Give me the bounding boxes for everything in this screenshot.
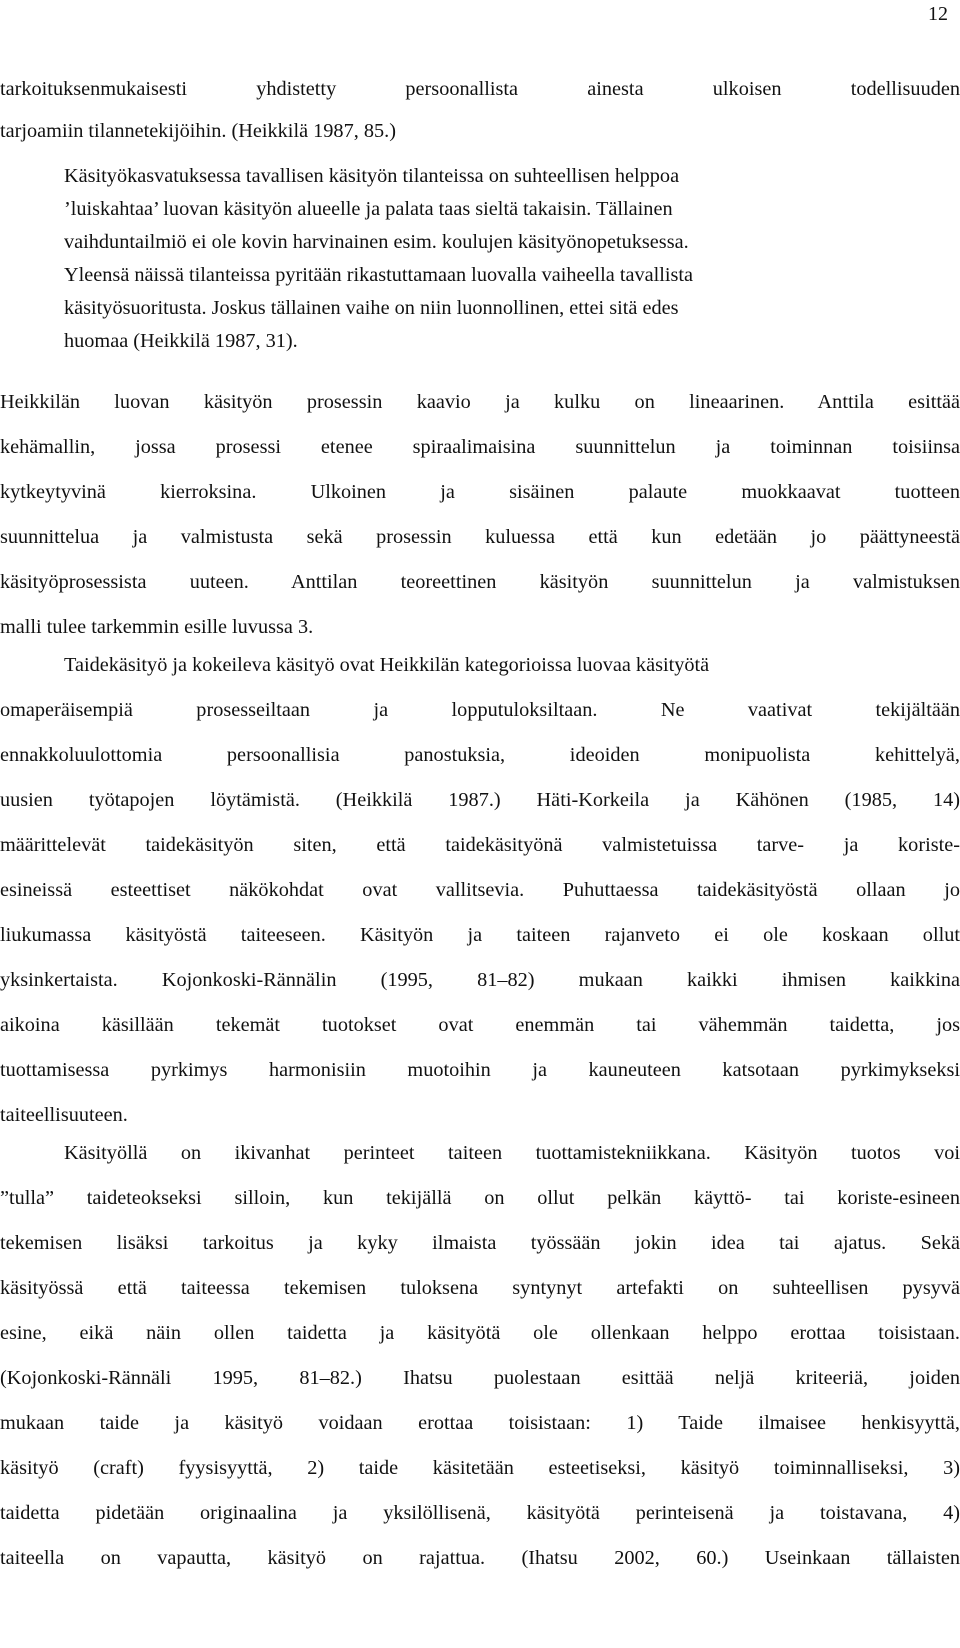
text-line: liukumassa käsityöstä taiteeseen. Käsityön ja taiteen rajanveto ei ole koskaan ollut — [0, 924, 960, 946]
text-line: aikoina käsillään tekemät tuotokset ovat enemmän tai vähemmän taidetta, jos — [0, 1014, 960, 1036]
text-line: ”tulla” taideteokseksi silloin, kun tekijällä on ollut pelkän käyttö- tai koriste-esineen — [0, 1187, 960, 1209]
text-line: ’luiskahtaa’ luovan käsityön alueelle ja palata taas sieltä takaisin. Tällainen — [64, 198, 673, 220]
text-line: määrittelevät taidekäsityön siten, että taidekäsityönä valmistetuissa tarve- ja koriste- — [0, 834, 960, 856]
text-line: Heikkilän luovan käsityön prosessin kaavio ja kulku on lineaarinen. Anttila esittää — [0, 391, 960, 413]
page-number: 12 — [928, 3, 948, 25]
text-line: malli tulee tarkemmin esille luvussa 3. — [0, 616, 314, 638]
text-line: taiteellisuuteen. — [0, 1104, 128, 1126]
text-line: käsityö (craft) fyysisyyttä, 2) taide käsitetään esteetiseksi, käsityö toiminnalliseksi, 3) — [0, 1457, 960, 1479]
text-line: tarkoituksenmukaisesti yhdistetty persoonallista ainesta ulkoisen todellisuuden — [0, 78, 960, 100]
text-line: yksinkertaista. Kojonkoski-Rännälin (1995, 81–82) mukaan kaikki ihmisen kaikkina — [0, 969, 960, 991]
text-line: kytkeytyvinä kierroksina. Ulkoinen ja sisäinen palaute muokkaavat tuotteen — [0, 481, 960, 503]
text-line: vaihduntailmiö ei ole kovin harvinainen esim. koulujen käsityönopetuksessa. — [64, 231, 689, 253]
text-line: (Kojonkoski-Rännäli 1995, 81–82.) Ihatsu puolestaan esittää neljä kriteeriä, joiden — [0, 1367, 960, 1389]
text-line: tekemisen lisäksi tarkoitus ja kyky ilmaista työssään jokin idea tai ajatus. Sekä — [0, 1232, 960, 1254]
text-line: käsityössä että taiteessa tekemisen tuloksena syntynyt artefakti on suhteellisen pysyvä — [0, 1277, 960, 1299]
text-line: huomaa (Heikkilä 1987, 31). — [64, 330, 298, 352]
text-line: Taidekäsityö ja kokeileva käsityö ovat Heikkilän kategorioissa luovaa käsityötä — [64, 654, 710, 676]
text-line: esineissä esteettiset näkökohdat ovat vallitsevia. Puhuttaessa taidekäsityöstä ollaan jo — [0, 879, 960, 901]
text-line: ennakkoluulottomia persoonallisia panostuksia, ideoiden monipuolista kehittelyä, — [0, 744, 960, 766]
text-line: mukaan taide ja käsityö voidaan erottaa toisistaan: 1) Taide ilmaisee henkisyyttä, — [0, 1412, 960, 1434]
text-line: Käsityöllä on ikivanhat perinteet taiteen tuottamistekniikkana. Käsityön tuotos voi — [64, 1142, 960, 1164]
text-line: taidetta pidetään originaalina ja yksilöllisenä, käsityötä perinteisenä ja toistavana, 4) — [0, 1502, 960, 1524]
text-line: käsityösuoritusta. Joskus tällainen vaihe on niin luonnollinen, ettei sitä edes — [64, 297, 679, 319]
text-line: tuottamisessa pyrkimys harmonisiin muotoihin ja kauneuteen katsotaan pyrkimykseksi — [0, 1059, 960, 1081]
text-line: tarjoamiin tilannetekijöihin. (Heikkilä 1987, 85.) — [0, 120, 396, 142]
text-line: kehämallin, jossa prosessi etenee spiraalimaisina suunnittelun ja toiminnan toisiinsa — [0, 436, 960, 458]
text-line: Yleensä näissä tilanteissa pyritään rikastuttamaan luovalla vaiheella tavallista — [64, 264, 694, 286]
text-line: Käsityökasvatuksessa tavallisen käsityön tilanteissa on suhteellisen helppoa — [64, 165, 680, 187]
text-line: omaperäisempiä prosesseiltaan ja lopputuloksiltaan. Ne vaativat tekijältään — [0, 699, 960, 721]
text-line: käsityöprosessista uuteen. Anttilan teoreettinen käsityön suunnittelun ja valmistuksen — [0, 571, 960, 593]
text-line: uusien työtapojen löytämistä. (Heikkilä 1987.) Häti-Korkeila ja Kähönen (1985, 14) — [0, 789, 960, 811]
text-line: esine, eikä näin ollen taidetta ja käsityötä ole ollenkaan helppo erottaa toisistaan. — [0, 1322, 960, 1344]
text-line: suunnittelua ja valmistusta sekä prosessin kuluessa että kun edetään jo päättyneestä — [0, 526, 960, 548]
text-line: taiteella on vapautta, käsityö on rajattua. (Ihatsu 2002, 60.) Useinkaan tällaisten — [0, 1547, 960, 1569]
